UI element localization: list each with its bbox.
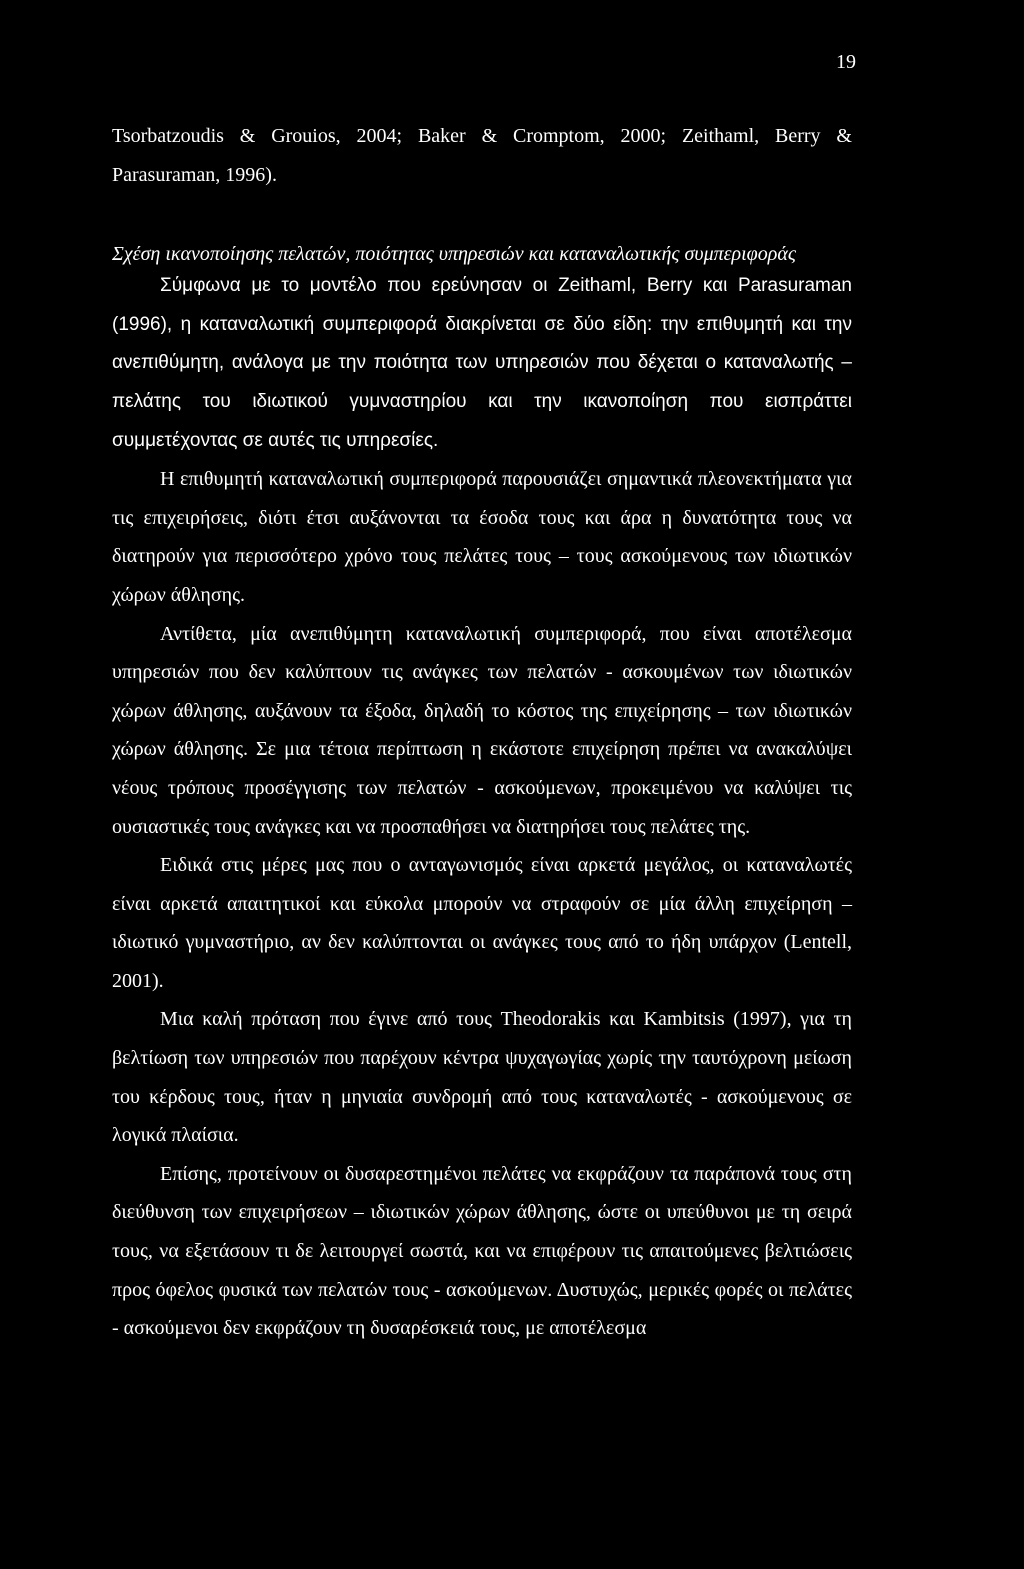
paragraph-competition: Ειδικά στις μέρες μας που ο ανταγωνισμός είναι αρκετά μεγάλος, οι καταναλωτές είναι αρκετά απαιτητικοί και εύκολα μπορούν να στραφούν σε μία άλλη επιχείρηση – ιδιωτικό γυμναστήριο, αν δεν καλύπτονται οι ανάγκες τους από το ήδη υπάρχον (Lentell, 2001).	[112, 854, 852, 992]
paragraph-citation-continuation: Tsorbatzoudis & Grouios, 2004; Baker & Cromptom, 2000; Zeithaml, Berry & Parasuraman, 1996).	[112, 125, 852, 186]
paragraph-model-description: Σύμφωνα με το μοντέλο που ερεύνησαν οι Zeithaml, Berry και Parasuraman (1996), η καταναλωτική συμπεριφορά διακρίνεται σε δύο είδη: την επιθυμητή και την ανεπιθύμητη, ανάλογα με την ποιότητα των υπηρεσιών που δέχεται ο καταναλωτής – πελάτης του ιδιωτικού γυμναστηρίου και την ικανοποίηση που εισπράττει συμμετέχοντας σε αυτές τις υπηρεσίες.	[112, 275, 852, 451]
document-body	[112, 117, 852, 1348]
paragraph-proposal: Μια καλή πρόταση που έγινε από τους Theodorakis και Kambitsis (1997), για τη βελτίωση των υπηρεσιών που παρέχουν κέντρα ψυχαγωγίας χωρίς την ταυτόχρονη μείωση του κέρδους τους, ήταν η μηνιαία συνδρομή από τους καταναλωτές - ασκούμενους σε λογικά πλαίσια.	[112, 1008, 852, 1147]
paragraph-desired-behavior: Η επιθυμητή καταναλωτική συμπεριφορά παρουσιάζει σημαντικά πλεονεκτήματα για τις επιχειρήσεις, διότι έτσι αυξάνονται τα έσοδα τους και άρα η δυνατότητα τους να διατηρούν για περισσότερο χρόνο τους πελάτες τους – τους ασκούμενους των ιδιωτικών χώρων άθλησης.	[112, 468, 852, 606]
paragraph-undesired-behavior: Αντίθετα, μία ανεπιθύμητη καταναλωτική συμπεριφορά, που είναι αποτέλεσμα υπηρεσιών που δεν καλύπτουν τις ανάγκες των πελατών - ασκουμένων των ιδιωτικών χώρων άθλησης, αυξάνουν τα έξοδα, δηλαδή το κόστος της επιχείρησης – των ιδιωτικών χώρων άθλησης. Σε μια τέτοια περίπτωση η εκάστοτε επιχείρηση πρέπει να ανακαλύψει νέους τρόπους προσέγγισης των πελατών - ασκούμενων, προκειμένου να καλύψει τις ουσιαστικές τους ανάγκες και να προσπαθήσει να διατηρήσει τους πελάτες της.	[112, 622, 852, 838]
paragraph-complaints: Επίσης, προτείνουν οι δυσαρεστημένοι πελάτες να εκφράζουν τα παράπονά τους στη διεύθυνση των επιχειρήσεων – ιδιωτικών χώρων άθλησης, ώστε οι υπεύθυνοι με τη σειρά τους, να εξετάσουν τι δε λειτουργεί σωστά, και να επιφέρουν τις απαιτούμενες βελτιώσεις προς όφελος φυσικά των πελατών τους - ασκούμενων. Δυστυχώς, μερικές φορές οι πελάτες - ασκούμενοι δεν εκφράζουν τη δυσαρέσκειά τους, με αποτέλεσμα	[112, 1162, 852, 1340]
page-number: 19	[836, 51, 856, 73]
section-heading: Σχέση ικανοποίησης πελατών, ποιότητας υπηρεσιών και καταναλωτικής συμπεριφοράς	[112, 243, 796, 266]
